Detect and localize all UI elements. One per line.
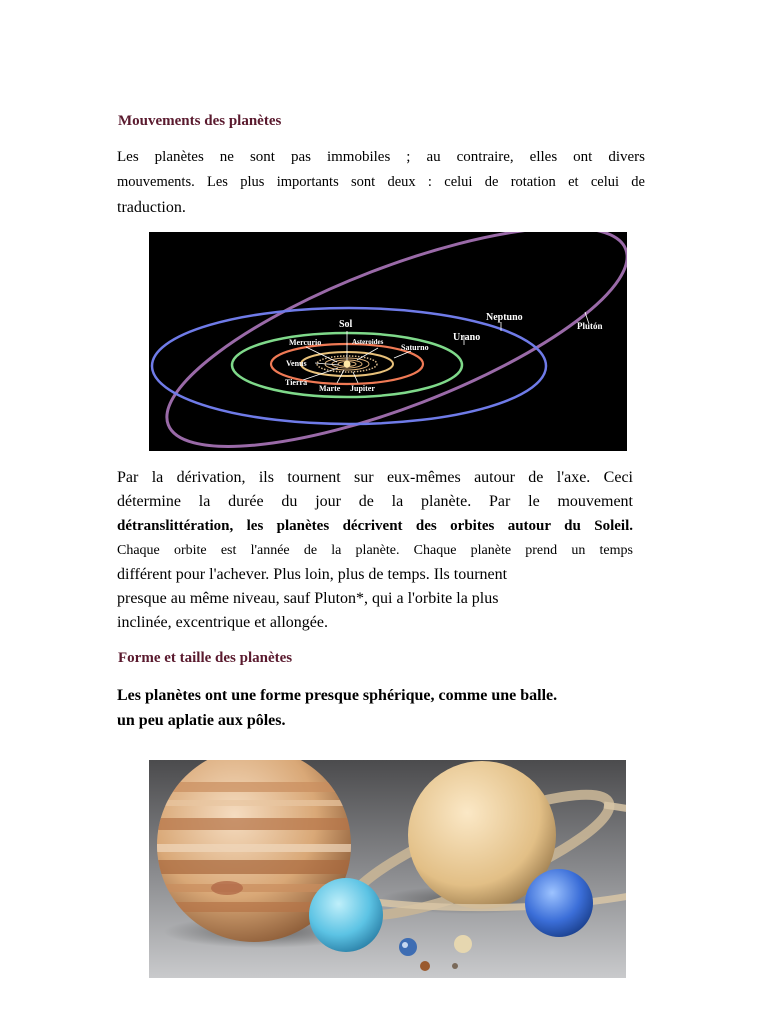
solar-system-orbits-diagram bbox=[149, 232, 627, 451]
label-jupiter: Jupiter bbox=[350, 384, 375, 393]
planets-size-image bbox=[149, 760, 626, 978]
shape-paragraph bbox=[117, 683, 645, 733]
label-mercurio: Mercurio bbox=[289, 338, 322, 347]
label-saturno: Saturno bbox=[401, 343, 429, 352]
section-heading-shape: Forme et taille des planètes bbox=[118, 650, 293, 666]
label-tierra: Tierra bbox=[285, 378, 308, 387]
label-sol: Sol bbox=[339, 319, 353, 330]
intro-line: mouvements. Les plus importants sont deux : celui de rotation et celui de bbox=[117, 174, 645, 190]
body-line-bold: détranslittération, les planètes décrivent des orbites autour du Soleil. bbox=[117, 518, 633, 534]
body-line: Par la dérivation, ils tournent sur eux-mêmes autour de l'axe. Ceci bbox=[117, 469, 633, 486]
body-line: inclinée, excentrique et allongée. bbox=[117, 614, 329, 631]
shape-line: Les planètes ont une forme presque sphérique, comme une balle. bbox=[117, 687, 558, 704]
uranus-planet bbox=[309, 878, 383, 952]
body-line: Chaque orbite est l'année de la planète. Chaque planète prend un temps bbox=[117, 543, 633, 558]
intro-line: traduction. bbox=[117, 199, 186, 216]
body-line: presque au même niveau, sauf Pluton*, qui a l'orbite la plus bbox=[117, 590, 499, 607]
earth-planet bbox=[399, 938, 417, 956]
label-venus: Venus bbox=[286, 359, 307, 368]
body-line: différent pour l'achever. Plus loin, plus de temps. Ils tournent bbox=[117, 566, 508, 583]
neptune-planet bbox=[525, 869, 593, 937]
label-asteroides: Asteroides bbox=[352, 338, 384, 346]
intro-paragraph bbox=[117, 145, 645, 220]
label-marte: Marte bbox=[319, 384, 341, 393]
mercury-planet bbox=[452, 963, 458, 969]
shape-line: un peu aplatie aux pôles. bbox=[117, 712, 286, 729]
label-pluton: Plutón bbox=[577, 321, 603, 331]
mars-planet bbox=[420, 961, 430, 971]
body-line: détermine la durée du jour de la planète. Par le mouvement bbox=[117, 493, 633, 510]
movements-body bbox=[117, 466, 633, 635]
sun-dot bbox=[344, 361, 351, 368]
label-neptuno: Neptuno bbox=[486, 312, 523, 323]
section-heading-movements: Mouvements des planètes bbox=[118, 113, 282, 129]
label-urano: Urano bbox=[453, 332, 481, 343]
venus-planet bbox=[454, 935, 472, 953]
intro-line: Les planètes ne sont pas immobiles ; au contraire, elles ont divers bbox=[117, 149, 645, 165]
